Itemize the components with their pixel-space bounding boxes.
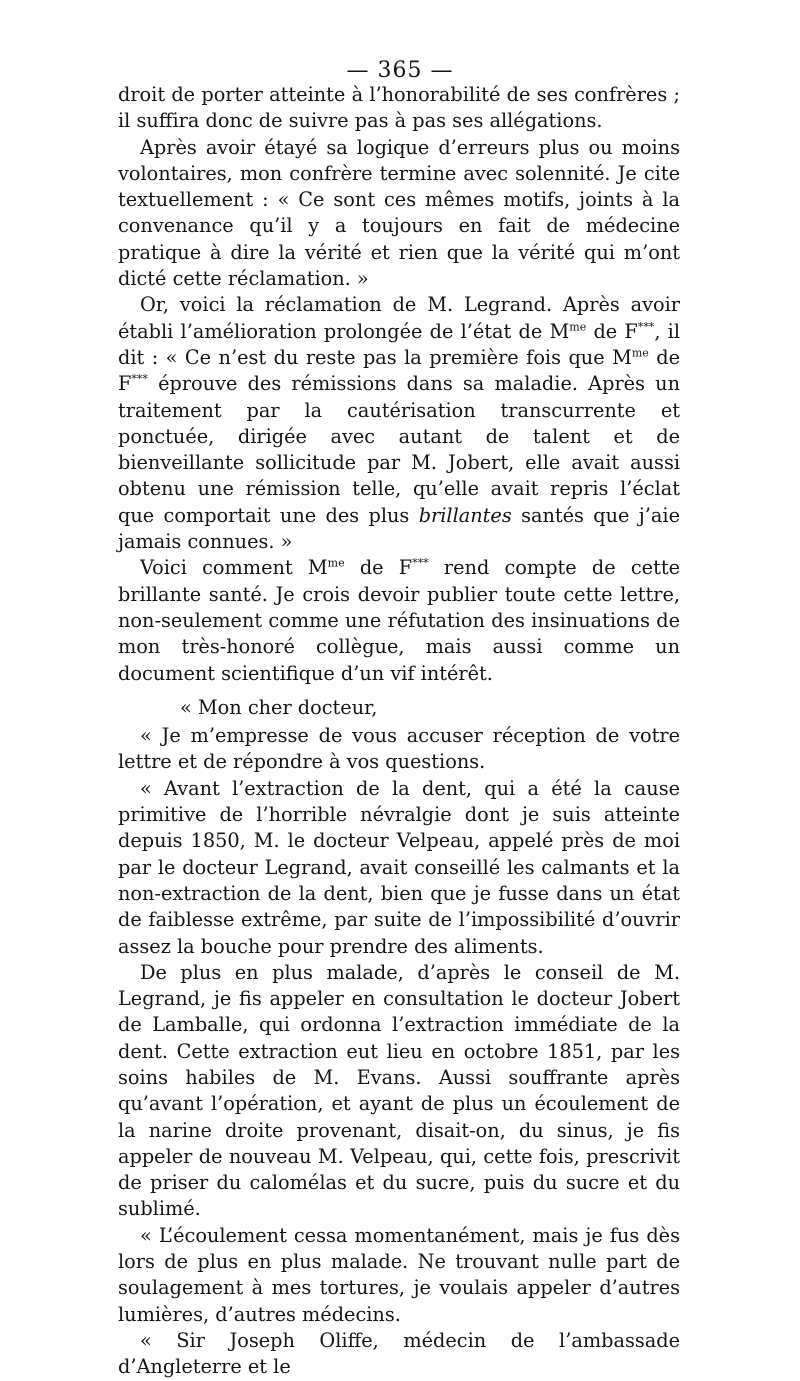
paragraph-3-part-f: santés que j’aie jamais connues. »	[118, 503, 680, 554]
superscript: me	[631, 346, 649, 360]
page-number: — 365 —	[346, 58, 454, 83]
paragraph-1: droit de porter atteinte à l’honorabilité de ses confrères ; il suffira donc de suivre pas à pas ses allégations.	[118, 83, 680, 133]
paragraph-3-part-e: éprouve des rémissions dans sa maladie. Après un traitement par la cautérisation transcurrente et ponctuée, dirigée avec autant de talent et de bienveillante sollicitude par M. Jobert, elle avait aussi obtenu une rémission telle, qu’elle avait repris l’éclat que comportait une des plus	[118, 372, 680, 527]
body-text	[118, 82, 680, 1381]
paragraph-3-part-c: , il dit : « Ce n’est du reste pas la première fois que M	[118, 319, 681, 369]
paragraph-4-part-b: de F	[344, 556, 413, 580]
superscript: ***	[131, 372, 148, 386]
paragraph-4-part-c: rend compte de cette brillante santé. Je crois devoir publier toute cette lettre, non-seulement comme une réfutation des insinuations de mon très-honoré collègue, mais aussi comme un document scientifique d’un vif intérêt.	[118, 556, 681, 685]
superscript: me	[569, 320, 587, 334]
letter-salutation: « Mon cher docteur,	[180, 695, 378, 719]
paragraph-3-part-a: Or, voici la réclamation de M. Legrand. Après avoir établi l’amélioration prolongée de l’état de M	[118, 293, 680, 343]
paragraph-7: « Avant l’extraction de la dent, qui a été la cause primitive de l’horrible névralgie dont je suis atteinte depuis 1850, M. le docteur Velpeau, appelé près de moi par le docteur Legrand, avait conseillé les calmants et la non-extraction de la dent, bien que je fusse dans un état de faiblesse extrême, par suite de l’impossibilité d’ouvrir assez la bouche pour prendre des aliments.	[118, 776, 680, 958]
paragraph-3-part-b: de F	[586, 319, 638, 343]
paragraph-9: « L’écoulement cessa momentanément, mais je fus dès lors de plus en plus malade. Ne trouvant nulle part de soulagement à mes tortures, je voulais appeler d’autres lumières, d’autres médecins.	[118, 1223, 680, 1326]
paragraph-8: De plus en plus malade, d’après le conseil de M. Legrand, je fis appeler en consultation le docteur Jobert de Lamballe, qui ordonna l’extraction immédiate de la dent. Cette extraction eut lieu en octobre 1851, par les soins habiles de M. Evans. Aussi souffrante après qu’avant l’opération, et ayant de plus un écoulement de la narine droite provenant, disait-on, du sinus, je fis appeler de nouveau M. Velpeau, qui, cette fois, prescrivit de priser du calomélas et du sucre, puis du sucre et du sublimé.	[118, 960, 680, 1221]
paragraph-2: Après avoir étayé sa logique d’erreurs plus ou moins volontaires, mon confrère termine avec solennité. Je cite textuellement : « Ce sont ces mêmes motifs, joints à la convenance qu’il y a toujours en fait de médecine pratique à dire la vérité et rien que la vérité qui m’ont dicté cette réclamation. »	[118, 135, 680, 291]
paragraph-4	[118, 555, 680, 686]
paragraph-10: « Sir Joseph Oliffe, médecin de l’ambassade d’Angleterre et le	[118, 1328, 680, 1379]
paragraph-4-part-a: Voici comment M	[140, 556, 328, 580]
paragraph-3	[118, 292, 680, 555]
superscript: me	[327, 556, 345, 570]
superscript: ***	[412, 556, 429, 570]
paragraph-6: « Je m’empresse de vous accuser réception de votre lettre et de répondre à vos questions.	[118, 724, 680, 774]
emphasis-brillantes: brillantes	[418, 503, 512, 527]
paragraph-3-part-d: de F	[118, 345, 680, 396]
superscript: ***	[637, 320, 655, 334]
